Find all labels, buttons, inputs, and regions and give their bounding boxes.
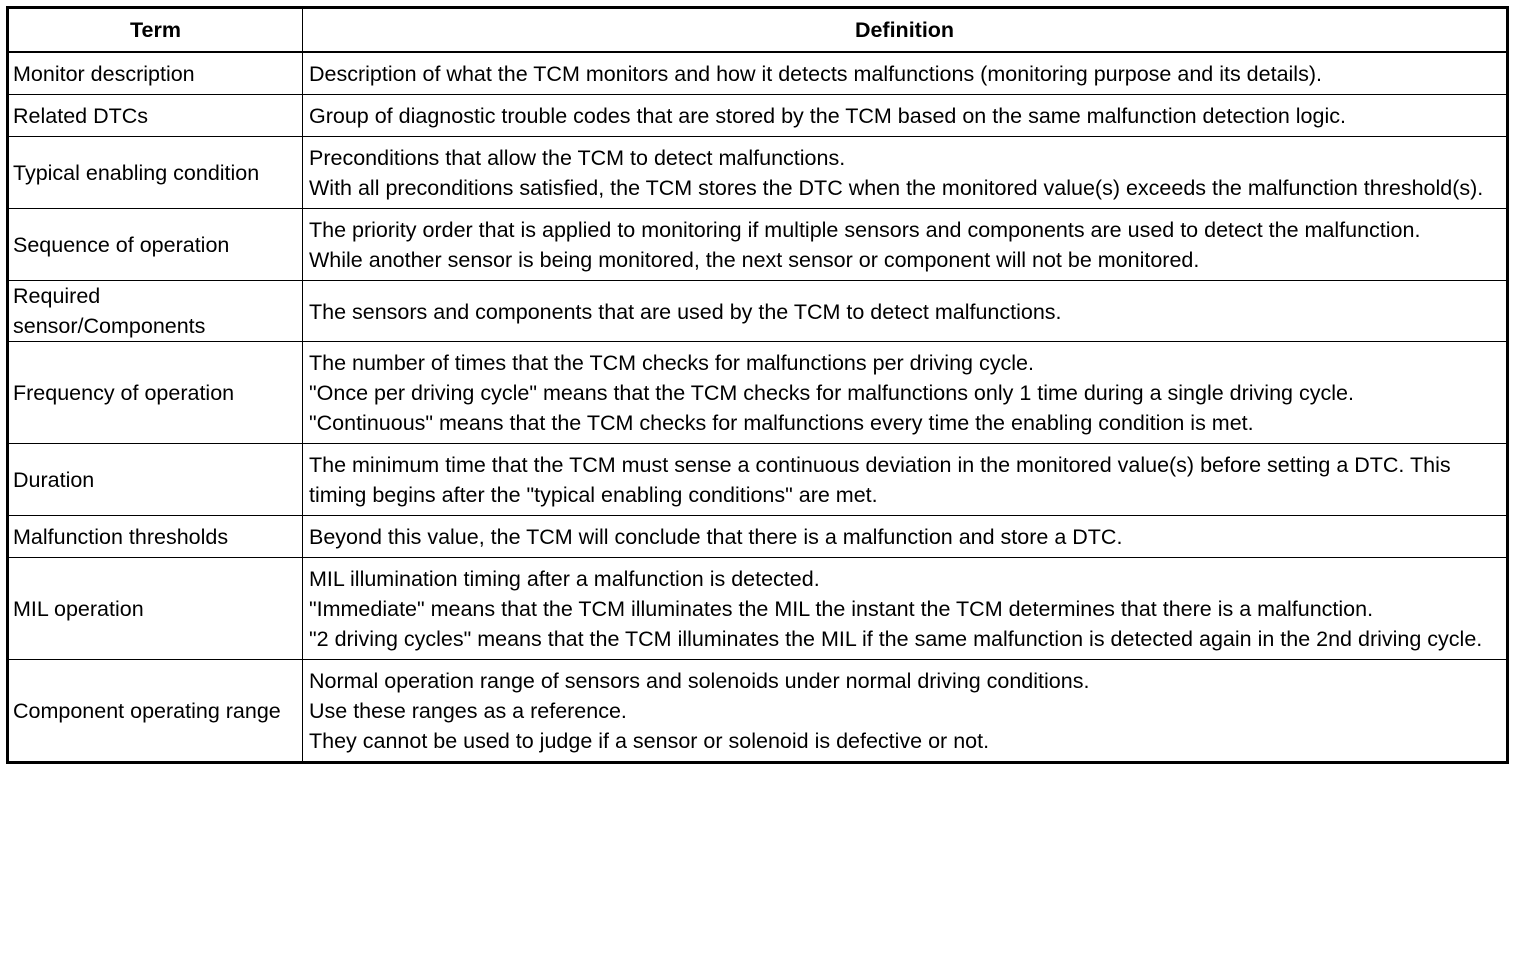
table-row	[8, 137, 1508, 209]
definition-cell	[303, 342, 1508, 444]
term-cell: Typical enabling condition	[8, 137, 303, 209]
definition-cell	[303, 209, 1508, 281]
term-cell: Sequence of operation	[8, 209, 303, 281]
table-row	[8, 209, 1508, 281]
definition-cell	[303, 95, 1508, 137]
header-row	[8, 8, 1508, 53]
term-cell: Required sensor/Components	[8, 281, 303, 342]
definition-cell	[303, 281, 1508, 342]
table-row	[8, 558, 1508, 660]
term-cell: Related DTCs	[8, 95, 303, 137]
definition-line: While another sensor is being monitored, the next sensor or component will not be monitored.	[309, 248, 1200, 272]
definition-line: Group of diagnostic trouble codes that are stored by the TCM based on the same malfunction detection logic.	[309, 104, 1346, 128]
table-body	[8, 52, 1508, 763]
definition-line: The minimum time that the TCM must sense a continuous deviation in the monitored value(s) before setting a DTC. This timing begins after the "typical enabling conditions" are met.	[309, 453, 1451, 507]
definition-line: Description of what the TCM monitors and how it detects malfunctions (monitoring purpose and its details).	[309, 62, 1322, 86]
definition-cell	[303, 137, 1508, 209]
definition-column-header: Definition	[303, 8, 1508, 53]
term-cell: Malfunction thresholds	[8, 516, 303, 558]
term-cell: Frequency of operation	[8, 342, 303, 444]
definition-line: "2 driving cycles" means that the TCM illuminates the MIL if the same malfunction is detected again in the 2nd driving cycle.	[309, 627, 1483, 651]
term-cell: MIL operation	[8, 558, 303, 660]
definition-cell	[303, 52, 1508, 95]
table-row	[8, 95, 1508, 137]
term-cell: Duration	[8, 444, 303, 516]
definition-cell	[303, 558, 1508, 660]
definition-line: They cannot be used to judge if a sensor or solenoid is defective or not.	[309, 729, 990, 753]
definition-line: The priority order that is applied to monitoring if multiple sensors and components are used to detect the malfunction.	[309, 218, 1421, 242]
table-row	[8, 444, 1508, 516]
table-header	[8, 8, 1508, 53]
definition-line: "Immediate" means that the TCM illuminates the MIL the instant the TCM determines that there is a malfunction.	[309, 597, 1374, 621]
definition-cell	[303, 444, 1508, 516]
definition-line: "Continuous" means that the TCM checks for malfunctions every time the enabling condition is met.	[309, 411, 1254, 435]
definition-cell	[303, 516, 1508, 558]
term-cell: Component operating range	[8, 660, 303, 763]
definition-cell	[303, 660, 1508, 763]
definition-line: Preconditions that allow the TCM to detect malfunctions.	[309, 146, 846, 170]
table-row	[8, 52, 1508, 95]
definition-line: Use these ranges as a reference.	[309, 699, 627, 723]
definition-line: Normal operation range of sensors and solenoids under normal driving conditions.	[309, 669, 1090, 693]
definition-line: With all preconditions satisfied, the TCM stores the DTC when the monitored value(s) exceeds the malfunction threshold(s).	[309, 176, 1484, 200]
definition-line: The sensors and components that are used by the TCM to detect malfunctions.	[309, 299, 1062, 324]
table-row	[8, 516, 1508, 558]
term-column-header: Term	[8, 8, 303, 53]
definition-line: MIL illumination timing after a malfunction is detected.	[309, 567, 820, 591]
term-cell: Monitor description	[8, 52, 303, 95]
definition-line: "Once per driving cycle" means that the TCM checks for malfunctions only 1 time during a single driving cycle.	[309, 381, 1354, 405]
table-row	[8, 660, 1508, 763]
table-row	[8, 281, 1508, 342]
definition-line: The number of times that the TCM checks for malfunctions per driving cycle.	[309, 351, 1034, 375]
definition-line: Beyond this value, the TCM will conclude that there is a malfunction and store a DTC.	[309, 525, 1123, 549]
term-definition-table	[6, 6, 1509, 764]
table-row	[8, 342, 1508, 444]
